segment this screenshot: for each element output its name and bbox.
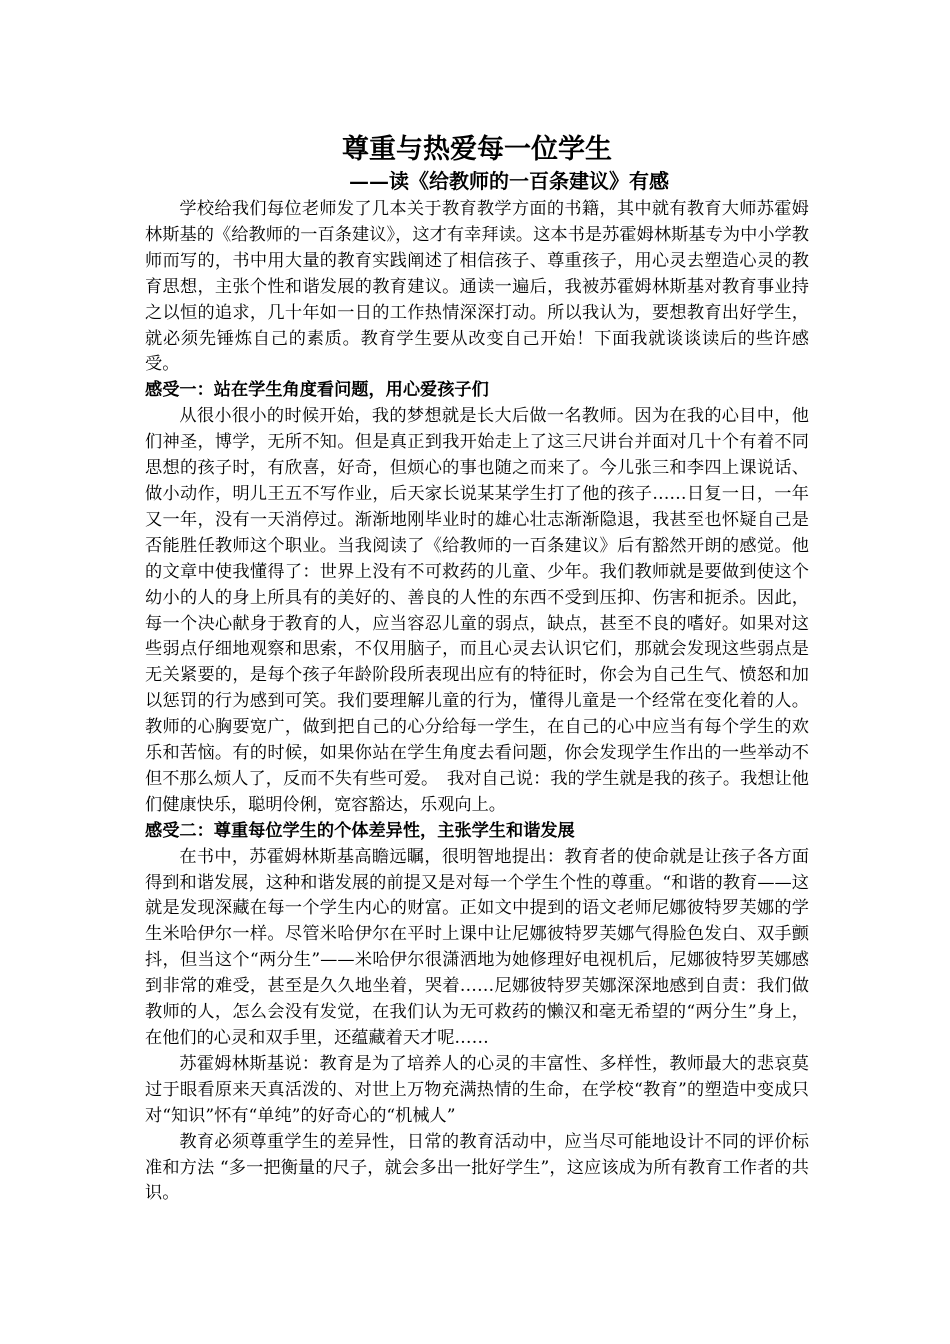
section2-paragraph-3: 教育必须尊重学生的差异性，日常的教育活动中，应当尽可能地设计不同的评价标准和方法 “多一把衡量的尺子，就会多出一批好学生”，这应该成为所有教育工作者的共识。	[145, 1131, 809, 1204]
section1-paragraph: 从很小很小的时候开始，我的梦想就是长大后做一名教师。因为在我的心目中，他们神圣，博学，无所不知。但是真正到我开始走上了这三尺讲台并面对几十个有着不同思想的孩子时，有欣喜，好奇，但烦心的事也随之而来了。今儿张三和李四上课说话、做小动作，明儿王五不写作业，后天家长说某某学生打了他的孩子……日复一日，一年又一年，没有一天消停过。渐渐地刚毕业时的雄心壮志渐渐隐退，我甚至也怀疑自己是否能胜任教师这个职业。当我阅读了《给教师的一百条建议》后有豁然开朗的感觉。他的文章中使我懂得了：世界上没有不可救药的儿童、少年。我们教师就是要做到使这个幼小的人的身上所具有的美好的、善良的人性的东西不受到压抑、伤害和扼杀。因此，每一个决心献身于教育的人，应当容忍儿童的弱点，缺点，甚至不良的嗜好。如果对这些弱点仔细地观察和思索，不仅用脑子，而且心灵去认识它们，那就会发现这些弱点是无关紧要的，是每个孩子年龄阶段所表现出应有的特征时，你会为自己生气、愤怒和加以惩罚的行为感到可笑。我们要理解儿童的行为，懂得儿童是一个经常在变化着的人。教师的心胸要宽广，做到把自己的心分给每一学生，在自己的心中应当有每个学生的欢乐和苦恼。有的时候，如果你站在学生角度去看问题，你会发现学生作出的一些举动不但不那么烦人了，反而不失有些可爱。 我对自己说：我的学生就是我的孩子。我想让他们健康快乐，聪明伶俐，宽容豁达，乐观向上。	[145, 406, 809, 815]
section2-paragraph-2: 苏霍姆林斯基说：教育是为了培养人的心灵的丰富性、多样性，教师最大的悲哀莫过于眼看原来天真活泼的、对世上万物充满热情的生命，在学校“教育”的塑造中变成只对“知识”怀有“单纯”的好奇心的“机械人”	[145, 1053, 809, 1126]
section-heading-1: 感受一：站在学生角度看问题，用心爱孩子们	[145, 380, 489, 401]
section2-paragraph-1: 在书中，苏霍姆林斯基高瞻远瞩，很明智地提出：教育者的使命就是让孩子各方面得到和谐发展，这种和谐发展的前提又是对每一个学生个性的尊重。“和谐的教育——这就是发现深藏在每一个学生内心的财富。正如文中提到的语文老师尼娜彼特罗芙娜的学生米哈伊尔一样。尽管米哈伊尔在平时上课中让尼娜彼特罗芙娜气得脸色发白、双手颤抖，但当这个“两分生”——米哈伊尔很潇洒地为她修理好电视机后，尼娜彼特罗芙娜感到非常的难受，甚至是久久地坐着，哭着……尼娜彼特罗芙娜深深地感到自责：我们做教师的人，怎么会没有发觉，在我们认为无可救药的懒汉和毫无希望的“两分生”身上，在他们的心灵和双手里，还蕴藏着天才呢……	[145, 846, 809, 1048]
section-heading-2: 感受二：尊重每位学生的个体差异性，主张学生和谐发展	[145, 820, 575, 841]
document-title: 尊重与热爱每一位学生	[342, 134, 612, 165]
intro-paragraph: 学校给我们每位老师发了几本关于教育教学方面的书籍，其中就有教育大师苏霍姆林斯基的《给教师的一百条建议》，这才有幸拜读。这本书是苏霍姆林斯基专为中小学教师而写的，书中用大量的教育实践阐述了相信孩子、尊重孩子，用心灵去塑造心灵的教育思想，主张个性和谐发展的教育建议。通读一遍后，我被苏霍姆林斯基对教育事业持之以恒的追求，几十年如一日的工作热情深深打动。所以我认为，要想教育出好学生，就必须先锤炼自己的素质。教育学生要从改变自己开始！下面我就谈谈读后的些许感受。	[145, 199, 809, 375]
document-body	[145, 133, 809, 1207]
document-subtitle: ——读《给教师的一百条建议》有感	[349, 169, 669, 193]
